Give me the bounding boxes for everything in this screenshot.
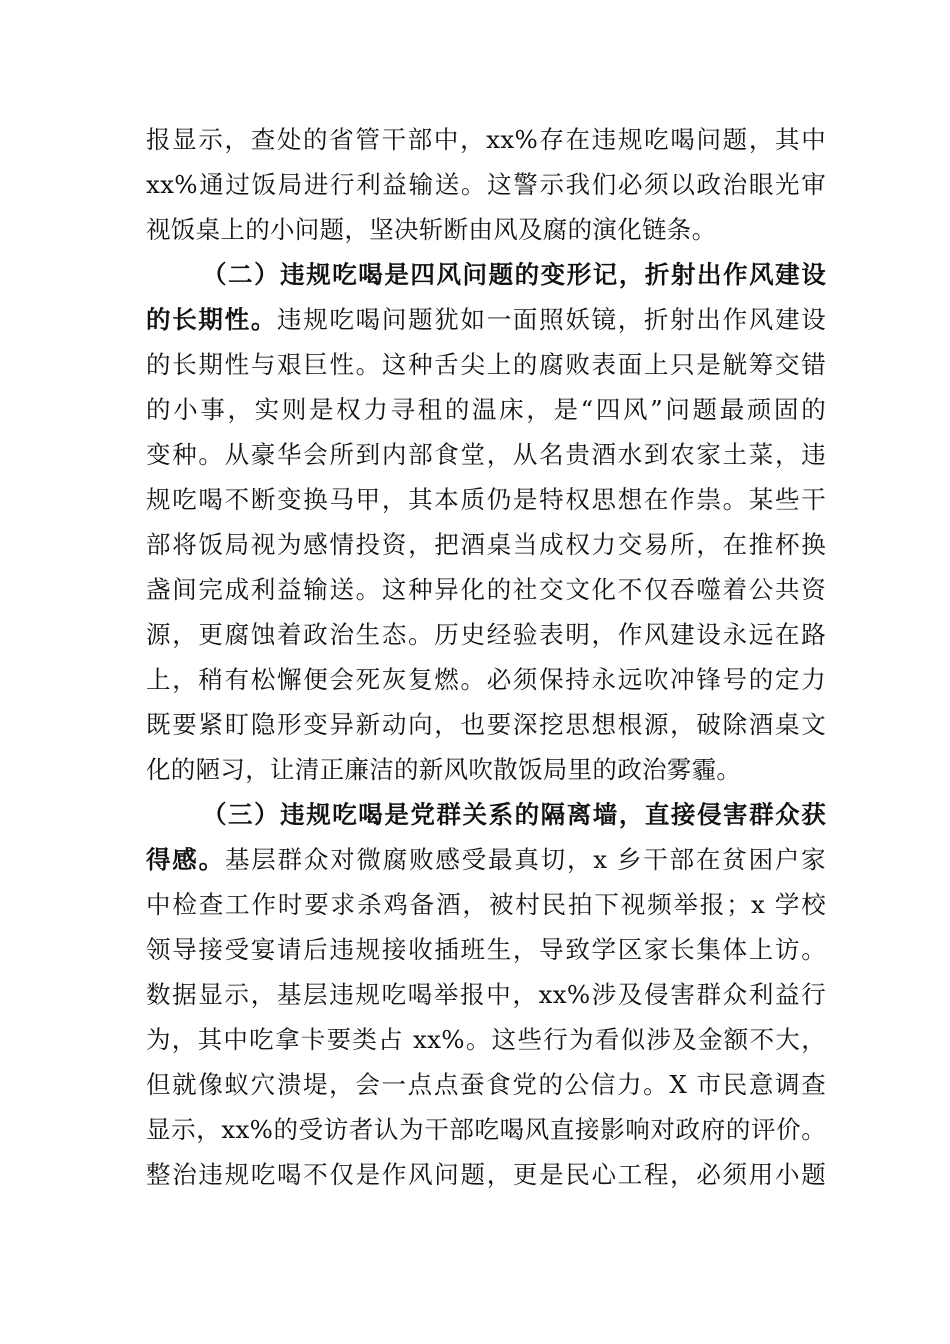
- text-line: 的小事，实则是权力寻租的温床，是“四风”问题最顽固的: [146, 395, 826, 424]
- text-line: 显示，xx%的受访者认为干部吃喝风直接影响对政府的评价。: [146, 1115, 826, 1144]
- text-line: 上，稍有松懈便会死灰复燃。必须保持永远吹冲锋号的定力: [146, 665, 826, 694]
- text-line: xx%通过饭局进行利益输送。这警示我们必须以政治眼光审: [146, 170, 826, 199]
- text-line: 既要紧盯隐形变异新动向，也要深挖思想根源，破除酒桌文: [146, 710, 826, 739]
- text-line: 源，更腐蚀着政治生态。历史经验表明，作风建设永远在路: [146, 620, 826, 649]
- text-line: 的长期性与艰巨性。这种舌尖上的腐败表面上只是觥筹交错: [146, 350, 826, 379]
- text-line: 数据显示，基层违规吃喝举报中，xx%涉及侵害群众利益行: [146, 980, 826, 1009]
- section-heading-3: （三）违规吃喝是党群关系的隔离墙，直接侵害群众获: [202, 800, 826, 829]
- text-line: 盏间完成利益输送。这种异化的社交文化不仅吞噬着公共资: [146, 575, 826, 604]
- text-line: [146, 302, 826, 338]
- text-line: 规吃喝不断变换马甲，其本质仍是特权思想在作祟。某些干: [146, 485, 826, 514]
- section-heading-2-end: 的长期性。: [146, 305, 278, 334]
- text-run: 基层群众对微腐败感受最真切，x 乡干部在贫困户家: [224, 845, 826, 874]
- text-line: 报显示，查处的省管干部中，xx%存在违规吃喝问题，其中: [146, 125, 826, 154]
- section-heading-3-end: 得感。: [146, 845, 225, 874]
- text-line: 视饭桌上的小问题，坚决斩断由风及腐的演化链条。: [146, 215, 717, 244]
- text-line: 为，其中吃拿卡要类占 xx%。这些行为看似涉及金额不大，: [146, 1025, 826, 1054]
- text-line: 整治违规吃喝不仅是作风问题，更是民心工程，必须用小题: [146, 1160, 826, 1189]
- text-run: 违规吃喝问题犹如一面照妖镜，折射出作风建设: [277, 305, 826, 334]
- text-line: 变种。从豪华会所到内部食堂，从名贵酒水到农家土菜，违: [146, 440, 826, 469]
- text-line: 领导接受宴请后违规接收插班生，导致学区家长集体上访。: [146, 935, 826, 964]
- section-heading-2: （二）违规吃喝是四风问题的变形记，折射出作风建设: [202, 260, 826, 289]
- text-line: 化的陋习，让清正廉洁的新风吹散饭局里的政治雾霾。: [146, 755, 742, 784]
- text-line: [146, 842, 826, 878]
- text-line: 中检查工作时要求杀鸡备酒，被村民拍下视频举报；x 学校: [146, 890, 826, 919]
- text-line: 但就像蚁穴溃堤，会一点点蚕食党的公信力。X 市民意调查: [146, 1070, 826, 1099]
- text-line: 部将饭局视为感情投资，把酒桌当成权力交易所，在推杯换: [146, 530, 826, 559]
